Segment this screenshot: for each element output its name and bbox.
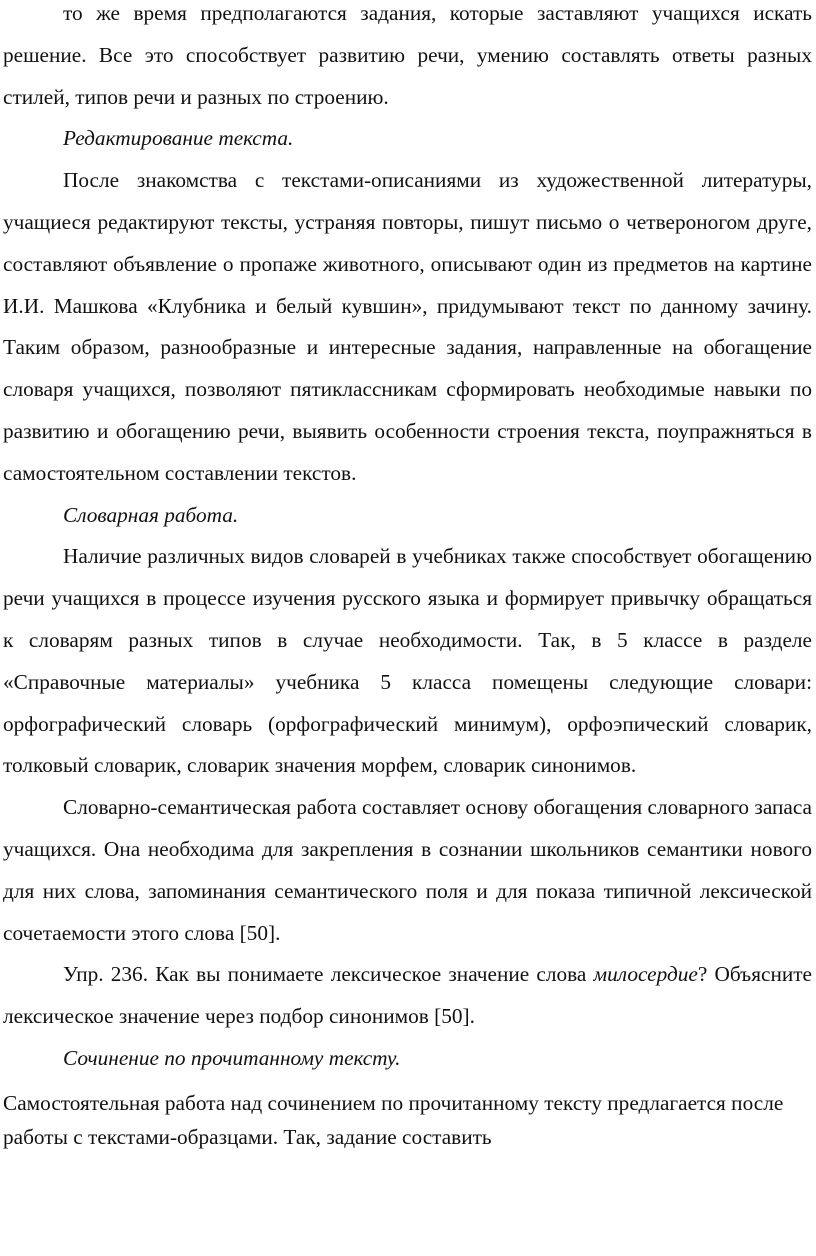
paragraph-dictionaries: Наличие различных видов словарей в учебниках также способствует обогащению речи учащихся в процессе изучения русского языка и формирует привычку обращаться к словарям разных типов в случае необходимости. Так, в 5 классе в разделе «Справочные материалы» учебника 5 класса помещены следующие словари: орфографический словарь (орфографический минимум), орфоэпический словарик, толковый словарик, словарик значения морфем, словарик синонимов. <box>3 544 812 778</box>
exercise-text-after: ? Объясните лексическое значение через подбор синонимов [50]. <box>3 962 812 1029</box>
section-heading-vocabulary-work: Словарная работа. <box>63 502 239 527</box>
paragraph-text-editing: После знакомства с текстами-описаниями из художественной литературы, учащиеся редактируют тексты, устраняя повторы, пишут письмо о четвероногом друге, составляют объявление о пропаже животного, описывают один из предметов на картине И.И. Машкова «Клубника и белый кувшин», придумывают текст по данному зачину. Таким образом, разнообразные и интересные задания, направленные на обогащение словаря учащихся, позволяют пятиклассникам сформировать необходимые навыки по развитию и обогащению речи, выявить особенности строения текста, поупражняться в самостоятельном составлении текстов. <box>3 168 812 485</box>
exercise-text-before: Упр. 236. Как вы понимаете лексическое значение слова <box>63 962 594 987</box>
paragraph-semantic-work: Словарно-семантическая работа составляет основу обогащения словарного запаса учащихся. Она необходима для закрепления в сознании школьников семантики нового для них слова, запоминания семантического поля и для показа типичной лексической сочетаемости этого слова [50]. <box>3 795 812 945</box>
paragraph-essay: Самостоятельная работа над сочинением по прочитанному тексту предлагается после работы с текстами-образцами. Так, задание составить <box>3 1090 784 1149</box>
exercise-term: милосердие <box>593 962 698 987</box>
paragraph-intro: то же время предполагаются задания, которые заставляют учащихся искать решение. Все это способствует развитию речи, умению составлять ответы разных стилей, типов речи и разных по строению. <box>3 1 812 109</box>
section-heading-essay: Сочинение по прочитанному тексту. <box>63 1045 401 1070</box>
paragraph-exercise-236 <box>3 954 812 1038</box>
section-heading-text-editing: Редактирование текста. <box>63 126 294 151</box>
